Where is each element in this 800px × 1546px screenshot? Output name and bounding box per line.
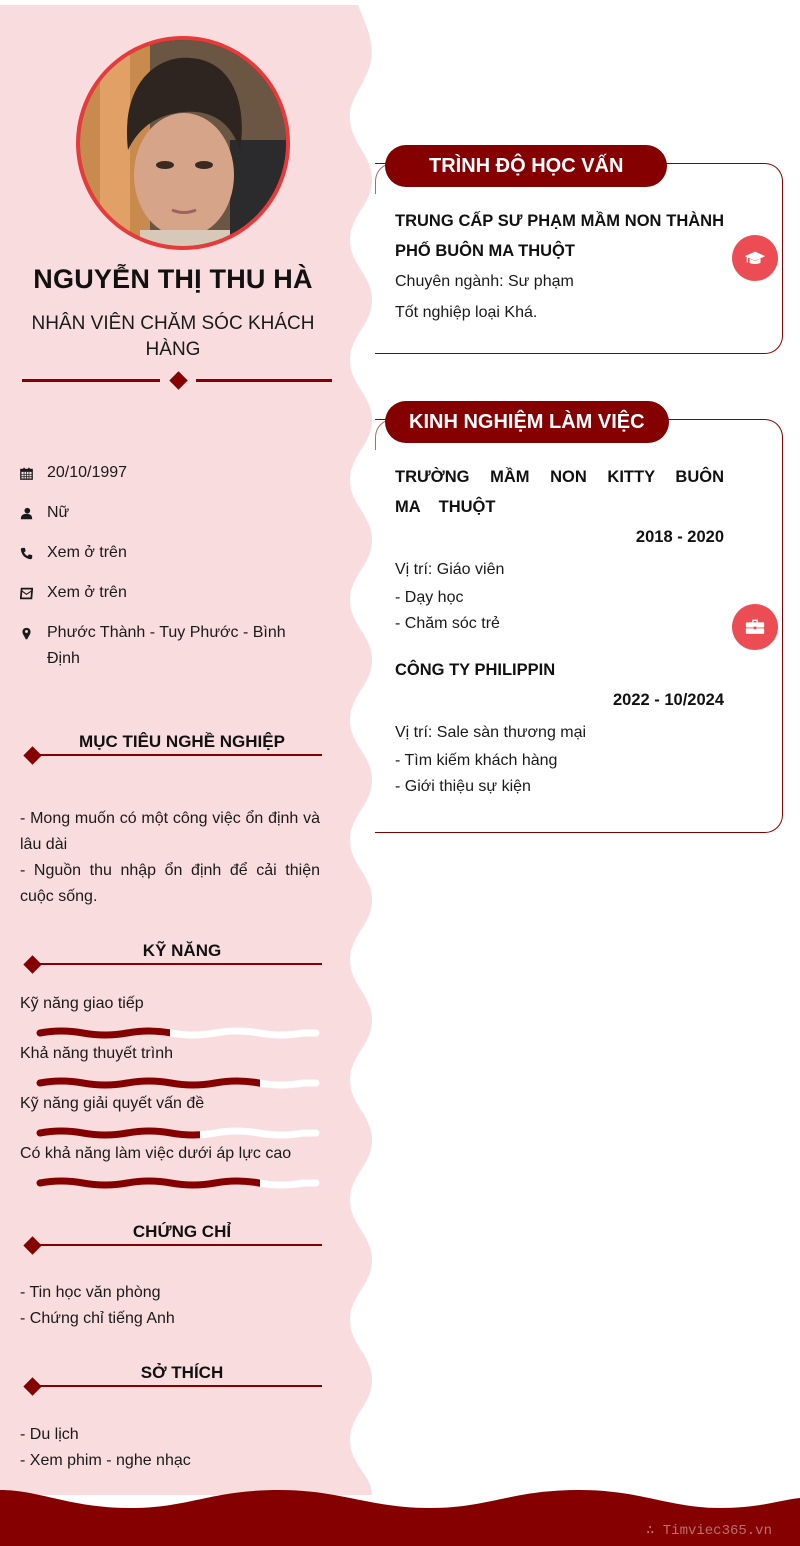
- skill-bar: [36, 1177, 320, 1189]
- job-period: 2022 - 10/2024: [612, 691, 724, 709]
- skill-item: Có khả năng làm việc dưới áp lực cao: [20, 1143, 330, 1189]
- envelope-icon: [20, 580, 47, 606]
- map-marker-icon: [20, 620, 47, 646]
- avatar: [76, 36, 290, 250]
- contact-info: [20, 460, 310, 686]
- job-title: NHÂN VIÊN CHĂM SÓC KHÁCH HÀNG: [31, 313, 315, 360]
- education-heading: TRÌNH ĐỘ HỌC VẤN: [385, 145, 667, 187]
- job-position: Vị trí: Sale sàn thương mại: [395, 724, 587, 741]
- education-major: Chuyên ngành: Sư phạm: [395, 273, 574, 290]
- experience-heading: KINH NGHIỆM LÀM VIỆC: [385, 401, 669, 443]
- education-card: [375, 155, 783, 354]
- skill-bar: [36, 1127, 320, 1139]
- candidate-name: NGUYỄN THỊ THU HÀ: [33, 264, 313, 294]
- skill-item: Kỹ năng giao tiếp: [20, 993, 330, 1039]
- name-divider: [22, 372, 332, 390]
- briefcase-icon: [732, 604, 778, 650]
- diamond-icon: [169, 371, 187, 389]
- diamond-icon: [23, 955, 41, 973]
- hobbies-heading: SỞ THÍCH: [22, 1363, 322, 1393]
- calendar-icon: [20, 460, 47, 486]
- skill-item: Khả năng thuyết trình: [20, 1043, 330, 1089]
- graduation-cap-icon: [732, 235, 778, 281]
- education-result: Tốt nghiệp loại Khá.: [395, 304, 538, 321]
- skill-bar: [36, 1077, 320, 1089]
- certificates-list: - Tin học văn phòng - Chứng chỉ tiếng Anh: [20, 1284, 175, 1327]
- objective-text: - Mong muốn có một công việc ổn định và lâu dài - Nguồn thu nhập ổn định để cải thiện cuộc sống.: [20, 810, 320, 905]
- user-icon: [20, 500, 47, 526]
- objective-heading: MỤC TIÊU NGHỀ NGHIỆP: [22, 732, 322, 762]
- diamond-icon: [23, 1377, 41, 1395]
- experience-card: [375, 411, 783, 833]
- contact-birthday: 20/10/1997: [20, 460, 310, 486]
- diamond-icon: [23, 1236, 41, 1254]
- hobbies-list: - Du lịch - Xem phim - nghe nhạc: [20, 1426, 191, 1469]
- job-entry: TRƯỜNG MẦM NON KITTY BUÔN MA THUỘT 2018 - 2020 Vị trí: Giáo viên - Dạy học - Chăm sóc trẻ: [395, 462, 724, 637]
- certificates-heading: CHỨNG CHỈ: [22, 1222, 322, 1252]
- skill-bar: [36, 1027, 320, 1039]
- job-position: Vị trí: Giáo viên: [395, 561, 505, 578]
- contact-email: Xem ở trên: [20, 580, 310, 606]
- job-period: 2018 - 2020: [635, 528, 724, 546]
- contact-address: Phước Thành - Tuy Phước - Bình Định: [20, 620, 310, 672]
- skill-item: Kỹ năng giải quyết vấn đề: [20, 1093, 330, 1139]
- school-name: TRUNG CẤP SƯ PHẠM MẦM NON THÀNH PHỐ BUÔN MA THUỘT: [395, 212, 724, 260]
- job-entry: CÔNG TY PHILIPPIN 2022 - 10/2024 Vị trí: Sale sàn thương mại - Tìm kiếm khách hàng - Giới thiệu sự kiện: [395, 655, 724, 800]
- skills-heading: KỸ NĂNG: [22, 941, 322, 971]
- profile-photo: [80, 40, 286, 246]
- phone-icon: [20, 540, 47, 566]
- company-name: TRƯỜNG MẦM NON KITTY BUÔN MA THUỘT: [395, 468, 724, 516]
- brand-watermark[interactable]: ∴ Timviec365.vn: [645, 1523, 772, 1539]
- contact-phone: Xem ở trên: [20, 540, 310, 566]
- contact-gender: Nữ: [20, 500, 310, 526]
- company-name: CÔNG TY PHILIPPIN: [395, 661, 556, 679]
- diamond-icon: [23, 746, 41, 764]
